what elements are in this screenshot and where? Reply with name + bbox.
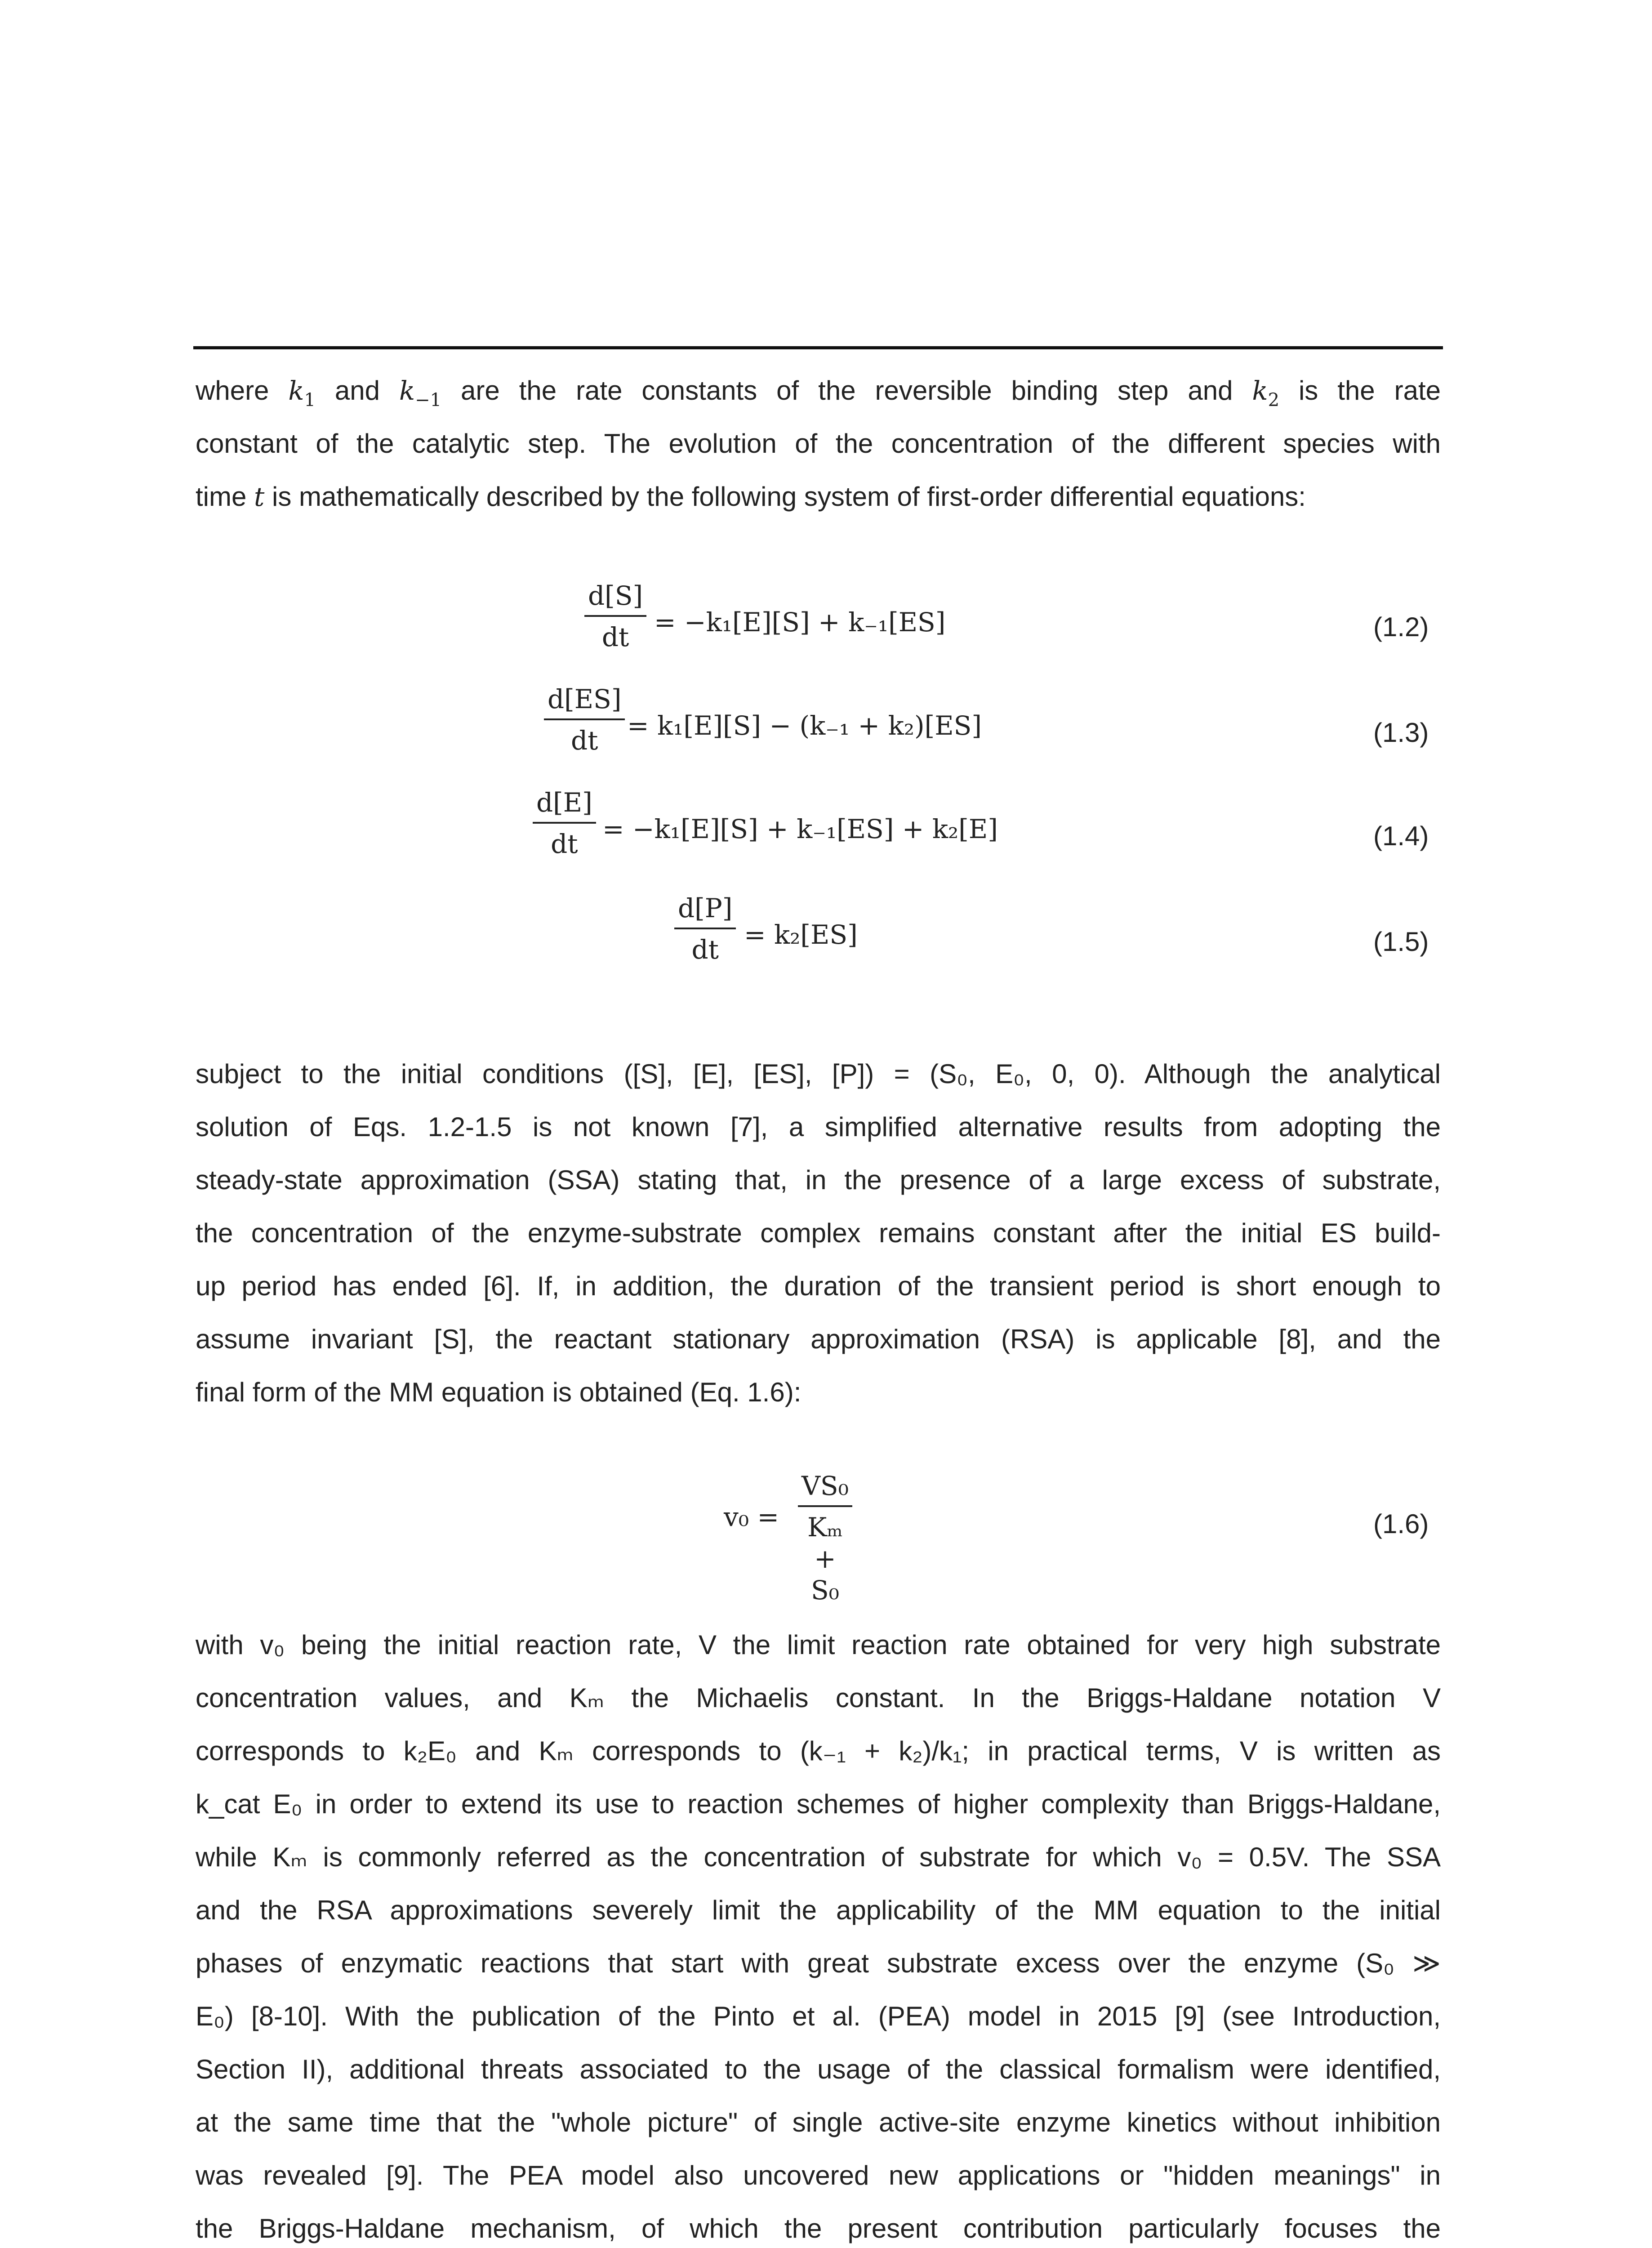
equation-rhs: = k₂[ES] <box>744 919 858 950</box>
text-line: steady-state approximation (SSA) stating that, in the presence of a large excess of substrate, <box>196 1165 1441 1195</box>
numerator: d[S] <box>584 580 646 617</box>
numerator: d[ES] <box>544 683 625 720</box>
fraction <box>674 892 736 965</box>
text-line: was revealed [9]. The PEA model also uncovered new applications or "hidden meanings" in <box>196 2160 1441 2190</box>
text-line: assume invariant [S], the reactant stationary approximation (RSA) is applicable [8], and the <box>196 1324 1441 1354</box>
numerator: d[E] <box>533 787 596 824</box>
equation-rhs: = −k₁[E][S] + k₋₁[ES] + k₂[E] <box>602 814 998 844</box>
text-line: E₀) [8-10]. With the publication of the Pinto et al. (PEA) model in 2015 [9] (see Introduction, <box>196 2001 1441 2031</box>
numerator: VS₀ <box>798 1470 852 1507</box>
fraction <box>533 787 596 860</box>
equation-number: (1.3) <box>1373 718 1429 748</box>
fraction <box>798 1470 852 1606</box>
denominator: dt <box>571 725 598 756</box>
paragraph-intro <box>196 364 1441 523</box>
equation-lhs: v₀ = <box>724 1502 779 1532</box>
text-line: phases of enzymatic reactions that start with great substrate excess over the enzyme (S₀ ≫ <box>196 1948 1441 1978</box>
text-line: subject to the initial conditions ([S], [E], [ES], [P]) = (S₀, E₀, 0, 0). Although the analytical <box>196 1059 1441 1089</box>
text-line: constant of the catalytic step. The evolution of the concentration of the different species with <box>196 428 1441 459</box>
denominator: dt <box>601 622 629 652</box>
denominator: Kₘ + S₀ <box>807 1512 843 1606</box>
text-line: with v₀ being the initial reaction rate, V the limit reaction rate obtained for very high substrate <box>196 1630 1441 1660</box>
text-line: time t is mathematically described by the following system of first-order differential equations: <box>196 482 1306 512</box>
text-line: at the same time that the "whole picture" of single active-site enzyme kinetics without inhibition <box>196 2107 1441 2137</box>
equation-number: (1.5) <box>1373 927 1429 957</box>
fraction <box>544 683 625 756</box>
denominator: dt <box>551 829 578 859</box>
fraction <box>584 580 646 653</box>
denominator: dt <box>691 934 719 965</box>
equation-number: (1.6) <box>1373 1509 1429 1539</box>
text-line: the concentration of the enzyme-substrate complex remains constant after the initial ES build- <box>196 1218 1441 1248</box>
numerator: d[P] <box>674 892 736 929</box>
equation-number: (1.2) <box>1373 612 1429 642</box>
text-line: concentration values, and Kₘ the Michaelis constant. In the Briggs-Haldane notation V <box>196 1683 1441 1713</box>
text-line: k_cat E₀ in order to extend its use to reaction schemes of higher complexity than Briggs-Haldane, <box>196 1789 1441 1819</box>
text-line: where $k_1$ and $k_{-1}$ are the rate constants of the reversible binding step and $k_2$ is the rate <box>196 375 1441 410</box>
equation-rhs: = k₁[E][S] − (k₋₁ + k₂)[ES] <box>627 710 982 741</box>
text-line: solution of Eqs. 1.2-1.5 is not known [7], a simplified alternative results from adopting the <box>196 1112 1441 1142</box>
paragraph-mm-discussion <box>196 1619 1441 2248</box>
paragraph-ssa <box>196 1048 1441 1419</box>
text-line: up period has ended [6]. If, in addition, the duration of the transient period is short enough to <box>196 1271 1441 1301</box>
equation-number: (1.4) <box>1373 821 1429 851</box>
text-line: Section II), additional threats associated to the usage of the classical formalism were identified, <box>196 2054 1441 2084</box>
text-line: final form of the MM equation is obtained (Eq. 1.6): <box>196 1377 802 1407</box>
text-line: and the RSA approximations severely limit the applicability of the MM equation to the initial <box>196 1895 1441 1925</box>
text-line: corresponds to k₂E₀ and Kₘ corresponds to (k₋₁ + k₂)/k₁; in practical terms, V is written as <box>196 1736 1441 1766</box>
equation-rhs: = −k₁[E][S] + k₋₁[ES] <box>654 607 946 638</box>
text-line: the Briggs-Haldane mechanism, of which the present contribution particularly focuses the <box>196 2213 1441 2244</box>
text-line: while Kₘ is commonly referred as the concentration of substrate for which v₀ = 0.5V. The SSA <box>196 1842 1441 1872</box>
header-rule <box>193 346 1443 349</box>
